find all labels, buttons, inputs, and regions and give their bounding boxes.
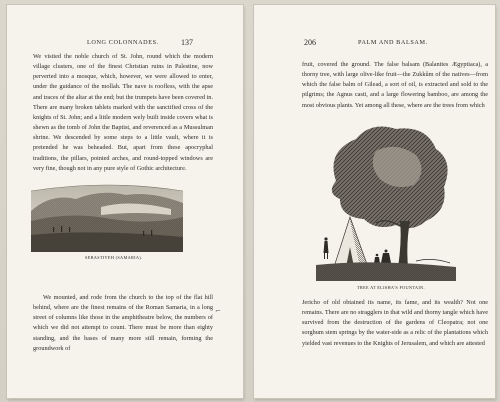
left-page-number: 137 (181, 38, 193, 47)
right-page-number: 206 (304, 38, 316, 47)
right-paragraph-2-text: Jericho of old obtained its name, its fame, and its wealth? Not one remains. There are no stragglers in that wild and thorny tangle which have survived from the destruction of the gardens of Cleopatra; not one sorghum stem springs by the water-side as a relic of the plantations which yielded vast revenues to the Knights of Jerusalem, and which are attested (302, 299, 488, 347)
right-page (254, 5, 495, 398)
left-page (7, 5, 243, 398)
left-paragraph-2 (33, 293, 213, 354)
right-paragraph-2 (302, 298, 488, 349)
left-paragraph-1-text: We visited the noble church of St. John, round which the modern village clusters, one of the finest Christian ruins in Palestine, now perverted into a mosque, which, however, we were allowed to enter, under the guidance of the mollah. The nave is roofless, with the apse and traces of the altar at the end; but the trumpets have been covered in. There are many broken tablets marked with the sanctified cross of the knights of St. John; and a little modern wely built inside covers what is shewn as the tomb of John the Baptist, and reverenced as a Mussulman shrine. We descended by some steps to a little vault, where it is pretended he was beheaded. But, apart from these apocryphal traditions, the pillars, pointed arches, and round-topped windows are very fine, though not in any pure style of Gothic architecture. (33, 53, 213, 172)
samaria-landscape-image (31, 181, 183, 252)
samaria-engraving (31, 181, 183, 252)
left-paragraph-1 (33, 52, 213, 174)
right-figure-caption: TREE AT ELISHA'S FOUNTAIN. (357, 285, 425, 290)
right-paragraph-1 (302, 60, 488, 111)
left-figure-caption: SEBASTIYEH (SAMARIA). (85, 255, 143, 260)
right-paragraph-1-text: fruit, covered the ground. The false balsam (Balanites Ægyptiaca), a thorny tree, with large olive-like fruit—the Zukkûm of the natives—from which the false balm of Gilead, a sort of oil, is extracted and sold to the pilgrims; the Agnus casti, and a large flowering bamboo, are among the most obvious plants. Yet among all these, where are the trees from which (302, 61, 488, 109)
right-running-head: PALM AND BALSAM. (358, 39, 428, 46)
elisha-fountain-engraving (316, 121, 456, 281)
left-paragraph-2-text: We mounted, and rode from the church to the top of the flat hill behind, where are the finest remains of the Roman Samaria, in a long street of columns like those in the amphitheatre below, the numbers of which we did not attempt to count. There must be more than eighty standing, and the bases of many more still remain, forming the groundwork of (33, 294, 213, 352)
margin-pencil-mark: ⌐ (215, 307, 221, 315)
left-running-head: LONG COLONNADES. (87, 39, 159, 46)
tree-at-fountain-image (316, 121, 456, 281)
